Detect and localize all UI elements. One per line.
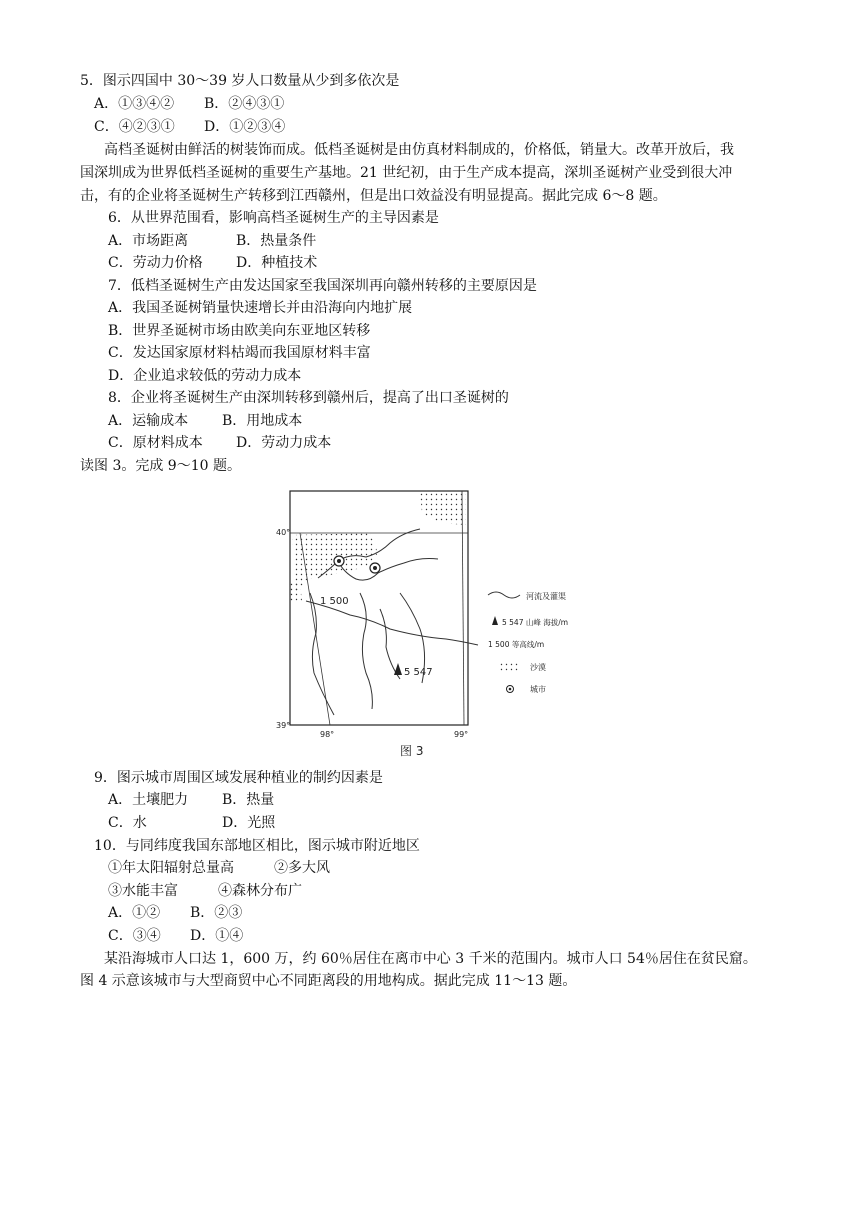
q8-option-c: C．原材料成本 [108, 435, 203, 451]
q10-item-4: ④森林分布广 [218, 883, 302, 899]
q10-item-2: ②多大风 [274, 860, 330, 876]
q6-stem: 6．从世界范围看，影响高档圣诞树生产的主导因素是 [108, 210, 439, 226]
figure3-caption: 图 3 [400, 744, 424, 758]
q8-option-a: A．运输成本 [108, 413, 189, 429]
q7-option-b: B．世界圣诞树市场由欧美向东亚地区转移 [108, 323, 371, 339]
legend-contour: 1 500 等高线/m [488, 640, 545, 649]
lat-39-label: 39° [276, 721, 291, 730]
desert-area [420, 493, 466, 525]
q5-option-d: D．①②③④ [204, 119, 286, 135]
q9-option-c: C．水 [108, 815, 147, 831]
legend-city: 城市 [530, 685, 546, 694]
legend-river: 河流及灌渠 [526, 592, 566, 601]
river [378, 559, 438, 574]
q10-option-d: D．①④ [190, 928, 244, 944]
q5-option-a: A．①③④② [94, 96, 175, 112]
peak-label: 5 547 [404, 667, 433, 678]
city-marker [334, 556, 344, 566]
q10-option-a: A．①② [108, 905, 161, 921]
q7-stem: 7．低档圣诞树生产由发达国家至我国深圳再向赣州转移的主要原因是 [108, 278, 537, 294]
q7-option-d: D．企业追求较低的劳动力成本 [108, 368, 302, 384]
q10-option-c: C．③④ [108, 928, 161, 944]
q10-item-1: ①年太阳辐射总量高 [108, 860, 234, 876]
q8-stem: 8．企业将圣诞树生产由深圳转移到赣州后，提高了出口圣诞树的 [108, 390, 509, 406]
legend-city-icon [507, 686, 514, 693]
lat-40-label: 40° [276, 528, 291, 537]
q9-option-b: B．热量 [222, 792, 275, 808]
legend-river-icon [488, 592, 520, 598]
q9-stem: 9．图示城市周围区域发展种植业的制约因素是 [94, 770, 383, 786]
legend-desert: 沙漠 [530, 663, 546, 672]
q5-option-c: C．④②③① [94, 119, 175, 135]
passage1-line2: 国深圳成为世界低档圣诞树的重要生产基地。21 世纪初，由于生产成本提高，深圳圣诞树产业受到很大冲 [80, 165, 733, 181]
q6-option-a: A．市场距离 [108, 233, 189, 249]
passage1-line3: 击，有的企业将圣诞树生产转移到江西赣州，但是出口效益没有明显提高。据此完成 6～8 题。 [80, 188, 667, 204]
lon-98-label: 98° [320, 730, 335, 739]
legend-peak-icon [492, 616, 498, 625]
contour-label: 1 500 [320, 596, 349, 607]
figure3-intro: 读图 3。完成 9～10 题。 [80, 458, 241, 474]
q9-option-d: D．光照 [222, 815, 276, 831]
desert-area [290, 583, 302, 603]
passage2-line2: 图 4 示意该城市与大型商贸中心不同距离段的用地构成。据此完成 11～13 题。 [80, 973, 577, 989]
river [360, 593, 372, 709]
q10-stem: 10．与同纬度我国东部地区相比，图示城市附近地区 [94, 838, 420, 854]
map-frame [290, 491, 468, 725]
q8-option-d: D．劳动力成本 [236, 435, 332, 451]
river [310, 593, 334, 715]
q5-option-b: B．②④③① [204, 96, 285, 112]
q6-option-c: C．劳动力价格 [108, 255, 203, 271]
city-marker [370, 563, 380, 573]
q6-option-d: D．种植技术 [236, 255, 318, 271]
q5-stem: 5．图示四国中 30～39 岁人口数量从少到多依次是 [80, 73, 400, 89]
legend-peak: 5 547 山峰 海拔/m [502, 618, 569, 627]
meridian-99 [462, 491, 464, 725]
contour-1500 [306, 601, 478, 645]
lon-99-label: 99° [454, 730, 469, 739]
passage2-line1: 某沿海城市人口达 1，600 万，约 60％居住在离市中心 3 千米的范围内。城市人口 54％居住在贫民窟。 [104, 951, 757, 967]
legend-desert-icon [500, 661, 520, 671]
q10-option-b: B．②③ [190, 905, 243, 921]
q8-option-b: B．用地成本 [222, 413, 303, 429]
passage1-line1: 高档圣诞树由鲜活的树装饰而成。低档圣诞树是由仿真材料制成的，价格低，销量大。改革开放后，我 [104, 142, 734, 158]
peak-icon [394, 663, 402, 675]
q7-option-c: C．发达国家原材料枯竭而我国原材料丰富 [108, 345, 371, 361]
q7-option-a: A．我国圣诞树销量快速增长并由沿海向内地扩展 [108, 300, 413, 316]
q9-option-a: A．土壤肥力 [108, 792, 189, 808]
q10-item-3: ③水能丰富 [108, 883, 178, 899]
q6-option-b: B．热量条件 [236, 233, 317, 249]
figure3-map [270, 483, 600, 768]
